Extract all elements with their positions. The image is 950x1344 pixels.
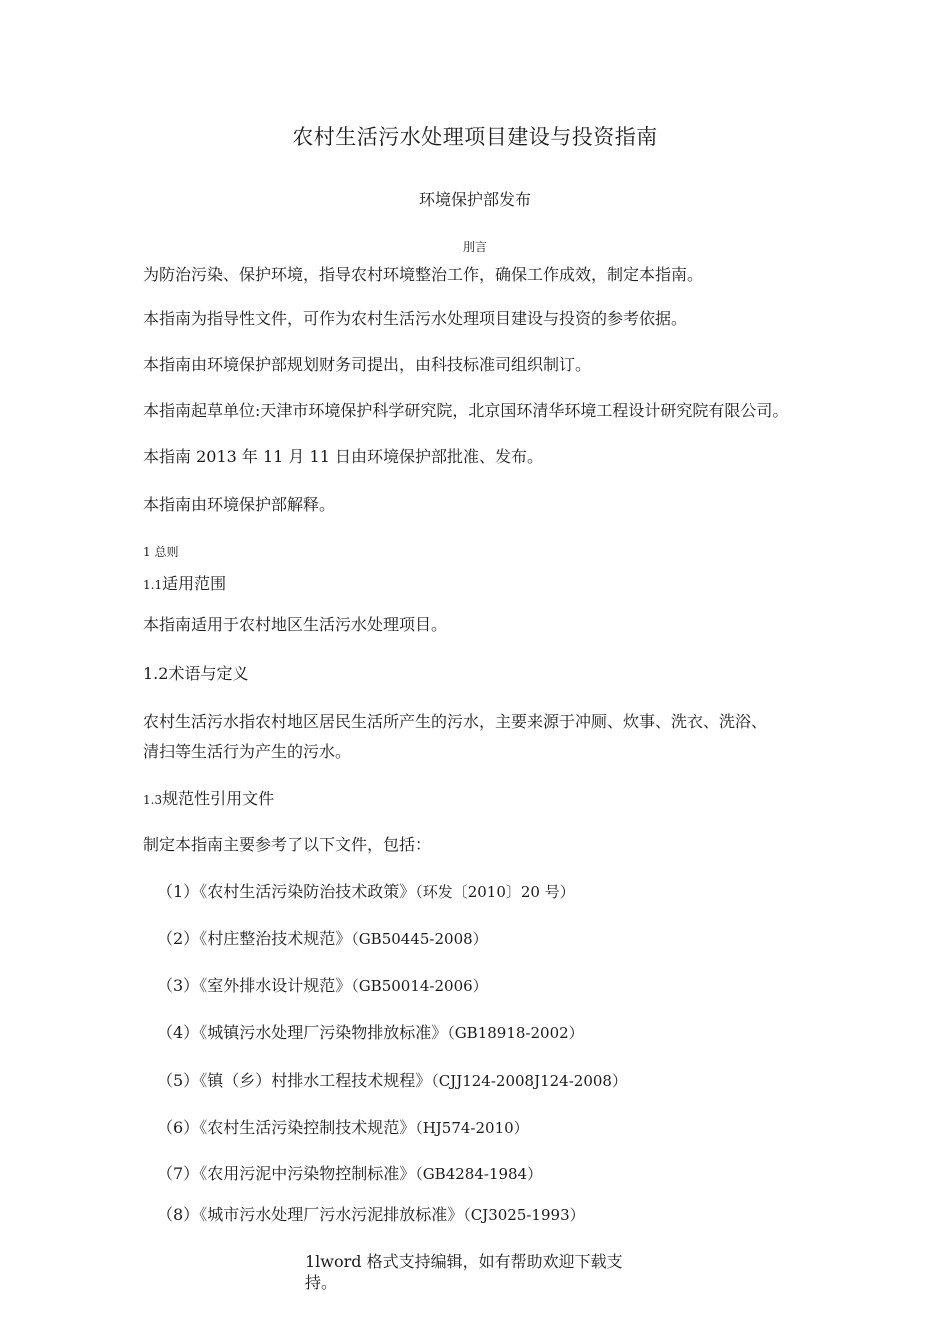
scope-paragraph: 本指南适用于农村地区生活污水处理项目。 bbox=[143, 615, 448, 634]
reference-item bbox=[157, 1161, 542, 1184]
section-heading-terms bbox=[143, 661, 248, 684]
preface-paragraph: 本指南由环境保护部规划财务司提出，由科技标准司组织制订。 bbox=[143, 355, 592, 374]
reference-item bbox=[157, 1115, 529, 1138]
document-title: 农村生活污水处理项目建设与投资指南 bbox=[292, 125, 658, 149]
reference-item bbox=[157, 879, 575, 902]
reference-code: （GB50014-2006） bbox=[351, 977, 488, 995]
reference-item bbox=[157, 1202, 585, 1225]
reference-item bbox=[157, 1020, 584, 1043]
reference-item bbox=[157, 926, 488, 949]
reference-name: 《农用污泥中污染物控制标准》 bbox=[199, 1164, 416, 1183]
reference-index: （3） bbox=[157, 976, 200, 995]
reference-item bbox=[157, 973, 488, 996]
reference-name: 《农村生活污染防治技术政策》 bbox=[199, 882, 416, 901]
section-heading-scope bbox=[143, 571, 226, 594]
reference-index: （4） bbox=[157, 1023, 200, 1042]
preface-paragraph: 本指南为指导性文件，可作为农村生活污水处理项目建设与投资的参考依据。 bbox=[143, 309, 688, 328]
reference-code: （CJJ124-2008J124-2008） bbox=[431, 1072, 627, 1090]
reference-name: 《村庄整治技术规范》 bbox=[199, 929, 352, 948]
reference-index: （7） bbox=[157, 1164, 200, 1183]
reference-index: （6） bbox=[157, 1118, 200, 1137]
preface-paragraph: 本指南起草单位:天津市环境保护科学研究院，北京国环清华环境工程设计研究院有限公司。 bbox=[143, 401, 789, 420]
reference-code: （GB18918-2002） bbox=[447, 1024, 584, 1042]
footer-note: 1lword 格式支持编辑，如有帮助欢迎下载支持。 bbox=[305, 1252, 623, 1292]
reference-index: （2） bbox=[157, 929, 200, 948]
reference-item bbox=[157, 1068, 627, 1091]
preface-paragraph: 本指南由环境保护部解释。 bbox=[143, 495, 336, 514]
terms-paragraph-line: 清扫等生活行为产生的污水。 bbox=[143, 742, 352, 761]
preface-paragraph: 为防治污染、保护环境，指导农村环境整治工作，确保工作成效，制定本指南。 bbox=[143, 265, 704, 284]
terms-paragraph-line: 农村生活污水指农村地区居民生活所产生的污水，主要来源于冲厕、炊事、洗衣、洗浴、 bbox=[143, 712, 768, 731]
reference-code: （环发〔2010〕20 号） bbox=[415, 883, 575, 901]
reference-code: （HJ574-2010） bbox=[415, 1119, 529, 1137]
section-heading-references bbox=[143, 786, 274, 809]
references-intro: 制定本指南主要参考了以下文件，包括： bbox=[143, 835, 432, 854]
reference-name: 《农村生活污染控制技术规范》 bbox=[199, 1118, 416, 1137]
reference-name: 《室外排水设计规范》 bbox=[199, 976, 352, 995]
section-heading-general: 1 总则 bbox=[143, 545, 179, 559]
reference-code: （GB50445-2008） bbox=[351, 930, 488, 948]
section-number: 1.1 bbox=[143, 578, 163, 592]
section-number: 1.3 bbox=[143, 793, 163, 807]
preface-paragraph: 本指南 2013 年 11 月 11 日由环境保护部批准、发布。 bbox=[143, 447, 543, 466]
reference-index: （5） bbox=[157, 1071, 200, 1090]
reference-index: （1） bbox=[157, 882, 200, 901]
preface-heading: 刖言 bbox=[462, 240, 487, 254]
publisher-line: 环境保护部发布 bbox=[418, 190, 531, 209]
reference-code: （GB4284-1984） bbox=[415, 1165, 543, 1183]
section-title: 术语与定义 bbox=[168, 664, 249, 683]
section-title: 适用范围 bbox=[162, 574, 227, 593]
reference-index: （8） bbox=[157, 1205, 200, 1224]
reference-name: 《城市污水处理厂污水污泥排放标准》 bbox=[199, 1205, 464, 1224]
reference-code: （CJ3025-1993） bbox=[463, 1206, 585, 1224]
section-title: 规范性引用文件 bbox=[162, 789, 275, 808]
reference-name: 《镇（乡）村排水工程技术规程》 bbox=[199, 1071, 432, 1090]
reference-name: 《城镇污水处理厂污染物排放标准》 bbox=[199, 1023, 448, 1042]
section-number: 1.2 bbox=[143, 664, 169, 683]
